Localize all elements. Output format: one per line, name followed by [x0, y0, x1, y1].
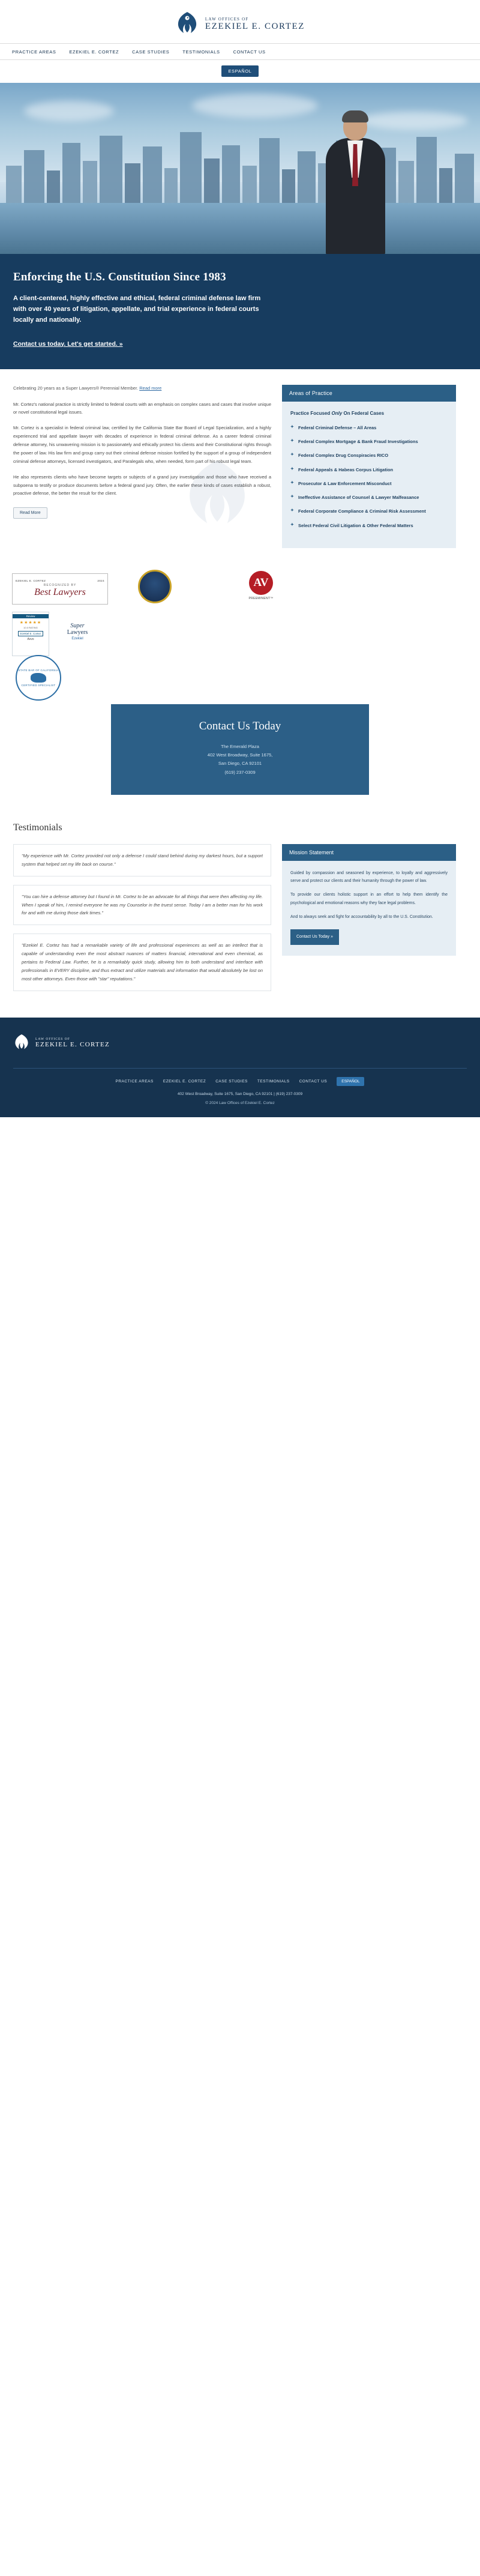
- awards-badges-section: [0, 560, 480, 686]
- footer-nav-practice-areas[interactable]: PRACTICE AREAS: [115, 1079, 154, 1084]
- page-root: [0, 0, 480, 1117]
- avvo-rating-label: 10.0 RATING: [23, 626, 38, 629]
- mission-paragraph-2: To provide our clients holistic support in an effort to help them identify the psychological and emotional reasons why they face legal problems.: [290, 893, 448, 905]
- contact-address-line1: 402 West Broadway, Suite 1675,: [207, 752, 273, 758]
- language-toggle-button[interactable]: ESPAÑOL: [221, 65, 258, 77]
- eagle-logo-icon: [13, 1033, 30, 1052]
- celebrating-note: [13, 385, 271, 392]
- best-lawyers-top-row: [13, 579, 107, 582]
- av-mark: AV: [249, 571, 273, 595]
- super-lawyers-badge[interactable]: [57, 615, 98, 648]
- contact-title: Contact Us Today: [199, 719, 281, 732]
- practice-area-item[interactable]: ✦ Federal Appeals & Habeas Corpus Litigation: [290, 466, 448, 473]
- practice-area-item[interactable]: ✦ Federal Corporate Compliance & Criminal Risk Assessment: [290, 508, 448, 514]
- practice-area-item[interactable]: ✦ Federal Criminal Defense – All Areas: [290, 424, 448, 431]
- subheading-pre: Practice Focused: [290, 410, 332, 416]
- subheading-post: On Federal Cases: [342, 410, 385, 416]
- super-lawyers-line2: Lawyers: [67, 629, 88, 636]
- footer-nav-case-studies[interactable]: CASE STUDIES: [215, 1079, 248, 1084]
- city-skyline: [0, 131, 480, 203]
- hero-image: [0, 83, 480, 254]
- mission-paragraph-1: Guided by compassion and seasoned by experience, to loyally and aggressively serve and protect our clients and their humanity through the power of law.: [290, 870, 448, 884]
- cloud-icon: [192, 94, 318, 118]
- best-lawyers-badge[interactable]: [12, 573, 108, 605]
- testimonials-heading: Testimonials: [13, 822, 62, 833]
- language-bar: [0, 60, 480, 83]
- footer-language-toggle-button[interactable]: ESPAÑOL: [337, 1077, 364, 1086]
- site-footer: [0, 1018, 480, 1117]
- site-header: [0, 0, 480, 83]
- footer-nav-ezekiel-e-cortez[interactable]: EZEKIEL E. CORTEZ: [163, 1079, 206, 1084]
- read-more-button[interactable]: Read More: [13, 507, 47, 519]
- footer-logo-line1: LAW OFFICES OF: [35, 1037, 70, 1041]
- nav-item-testimonials[interactable]: TESTIMONIALS: [182, 49, 220, 55]
- super-lawyers-attorney: Ezekiel: [71, 636, 83, 641]
- logo-text: [205, 17, 305, 32]
- practice-area-item[interactable]: ✦ Select Federal Civil Litigation & Other Federal Matters: [290, 522, 448, 529]
- banner-cta-link[interactable]: Contact us today. Let's get started. »: [13, 340, 123, 348]
- practice-areas-body: [282, 402, 456, 548]
- practice-area-item[interactable]: ✦ Federal Complex Drug Conspiracies RICO: [290, 452, 448, 459]
- testimonial-quote: "My experience with Mr. Cortez provided not only a defense I could stand behind during my darkest hours, but a support system that helped set my life back on course.": [13, 844, 271, 876]
- practice-area-item[interactable]: ✦ Ineffective Assistance of Counsel & Lawyer Malfeasance: [290, 494, 448, 501]
- body-paragraph-3: He also represents clients who have become targets or subjects of a grand jury investigation and those who have received a subpoena to testify or produce documents before a federal grand jury. Often, the earlier these kinds of cases establish a robust, proactive defense, the better the result for the client.: [13, 474, 271, 496]
- footer-address: 402 West Broadway, Suite 1675, San Diego, CA 92101 | (619) 237-0309: [177, 1091, 303, 1096]
- banner-subhead: A client-centered, highly effective and ethical, federal criminal defense law firm with over 40 years of litigation, appellate, and trial experience in federal courts locally and nationally.: [13, 295, 261, 324]
- celebrating-text: Celebrating 20 years as a Super Lawyers® Perennial Member.: [13, 385, 139, 391]
- best-lawyers-recognized: RECOGNIZED BY: [43, 584, 77, 588]
- hero-banner: [0, 254, 480, 369]
- california-bear-icon: [31, 673, 46, 683]
- contact-phone-link[interactable]: (619) 237-0309: [224, 769, 256, 775]
- footer-logo-line2: EZEKIEL E. CORTEZ: [35, 1040, 110, 1048]
- avvo-rating-badge[interactable]: [12, 612, 49, 656]
- avvo-brand: Avvo: [27, 637, 34, 641]
- bar-association-seal-icon[interactable]: [138, 570, 172, 603]
- subheading-em: Only: [331, 410, 343, 416]
- body-paragraph-2: Mr. Cortez is a specialist in federal criminal law, certified by the California State Bar Board of Legal Specialization, and a highly experienced trial and appellate lawyer with decades of experience in federal criminal defense. As a career federal criminal defense attorney, his unwavering mission is to passionately and ethically protect his clients and their Constitutional rights through the power of law. His law firm and group carry out their criminal defense mission fortified by the support of a group of independent criminal defense attorneys, licensed investigators, and Paralegals who, when needed, form part of his robust legal team.: [13, 425, 271, 464]
- content-left-column: [13, 385, 271, 519]
- practice-areas-list: [290, 424, 448, 529]
- practice-areas-panel: [282, 385, 456, 548]
- nav-item-case-studies[interactable]: CASE STUDIES: [132, 49, 170, 55]
- main-content: [0, 369, 480, 560]
- best-lawyers-name: EZEKIEL E. CORTEZ: [16, 579, 46, 583]
- testimonials-list: [13, 844, 271, 1000]
- contact-card: [111, 704, 369, 795]
- mission-contact-button[interactable]: Contact Us Today »: [290, 929, 339, 944]
- best-lawyers-year: 2024: [97, 579, 104, 583]
- nav-item-ezekiel-e-cortez[interactable]: EZEKIEL E. CORTEZ: [69, 49, 119, 55]
- avvo-top-label: Review: [13, 614, 49, 618]
- mission-heading: Mission Statement: [282, 844, 456, 861]
- best-lawyers-wordmark: Best Lawyers: [34, 587, 86, 598]
- practice-areas-heading: Areas of Practice: [282, 385, 456, 402]
- nav-item-practice-areas[interactable]: PRACTICE AREAS: [12, 49, 56, 55]
- banner-headline: Enforcing the U.S. Constitution Since 1983: [13, 271, 226, 283]
- avvo-attorney-name: Ezekiel E. Cortez: [18, 631, 44, 636]
- cbls-top-label: STATE BAR OF CALIFORNIA: [18, 668, 59, 672]
- testimonials-section: [0, 810, 480, 1018]
- testimonial-quote: "Ezekiel E. Cortez has had a remarkable variety of life and professional experiences as well as an intellect that is capable of understanding even the most abstract nuances of matters financial, international and even chemical, as pertains to Federal Law. Further, he is a remarkably quick study, allowing him to both understand and interface with professionals in EVERY discipline, and thus extract and utilize materials and information that would absolutely be lost on most other attorneys. Even those with "star" reputations.": [13, 934, 271, 991]
- state-bar-certified-specialist-badge[interactable]: [16, 655, 61, 701]
- avvo-stars-icon: ★★★★★: [19, 620, 42, 625]
- hero-water: [0, 203, 480, 254]
- celebrating-read-more-link[interactable]: Read more: [139, 385, 162, 391]
- testimonial-quote: "You can hire a defense attorney but I found in Mr. Cortez to be an advocate for all things that were then affecting my life. When I speak of him, I remind everyone he was my Counselor in the truest sense. Today I am a better man for his work for and with me during those dark times.": [13, 885, 271, 926]
- av-preeminent-badge[interactable]: [240, 569, 282, 603]
- testimonials-columns: [13, 844, 467, 1000]
- main-navigation: [0, 43, 480, 60]
- contact-building: The Emerald Plaza: [221, 743, 259, 749]
- footer-nav-contact-us[interactable]: CONTACT US: [299, 1079, 328, 1084]
- logo-line2: EZEKIEL E. CORTEZ: [205, 21, 305, 31]
- cloud-icon: [24, 101, 114, 121]
- body-paragraph-1: Mr. Cortez's national practice is strictly limited to federal courts with an emphasis on complex cases and cases that involve unique or novel constitutional legal issues.: [13, 401, 271, 415]
- footer-nav-testimonials[interactable]: TESTIMONIALS: [257, 1079, 290, 1084]
- eagle-watermark-icon: [181, 457, 253, 529]
- eagle-logo-icon: [175, 11, 199, 37]
- practice-area-item[interactable]: ✦ Federal Complex Mortgage & Bank Fraud Investigations: [290, 438, 448, 445]
- footer-copyright: © 2024 Law Offices of Ezekiel E. Cortez: [205, 1100, 275, 1105]
- logo-line1: LAW OFFICES OF: [205, 16, 249, 22]
- footer-navigation: [13, 1068, 467, 1086]
- av-caption: PREEMINENT™: [248, 597, 274, 601]
- attorney-portrait: [321, 107, 390, 254]
- footer-logo-text: [35, 1037, 110, 1048]
- mission-body: [282, 861, 456, 956]
- cbls-bottom-label: CERTIFIED SPECIALIST: [21, 683, 56, 687]
- nav-item-contact-us[interactable]: CONTACT US: [233, 49, 266, 55]
- contact-address-line2: San Diego, CA 92101: [218, 761, 262, 767]
- site-logo[interactable]: [0, 11, 480, 43]
- footer-logo[interactable]: [13, 1033, 467, 1052]
- practice-area-item[interactable]: ✦ Prosecutor & Law Enforcement Misconduct: [290, 480, 448, 487]
- practice-areas-subheading: [290, 410, 448, 417]
- mission-paragraph-3: And to always seek and fight for accountability by all to the U.S. Constitution.: [290, 915, 433, 920]
- mission-statement-panel: [282, 844, 456, 956]
- super-lawyers-line1: Super: [70, 622, 85, 629]
